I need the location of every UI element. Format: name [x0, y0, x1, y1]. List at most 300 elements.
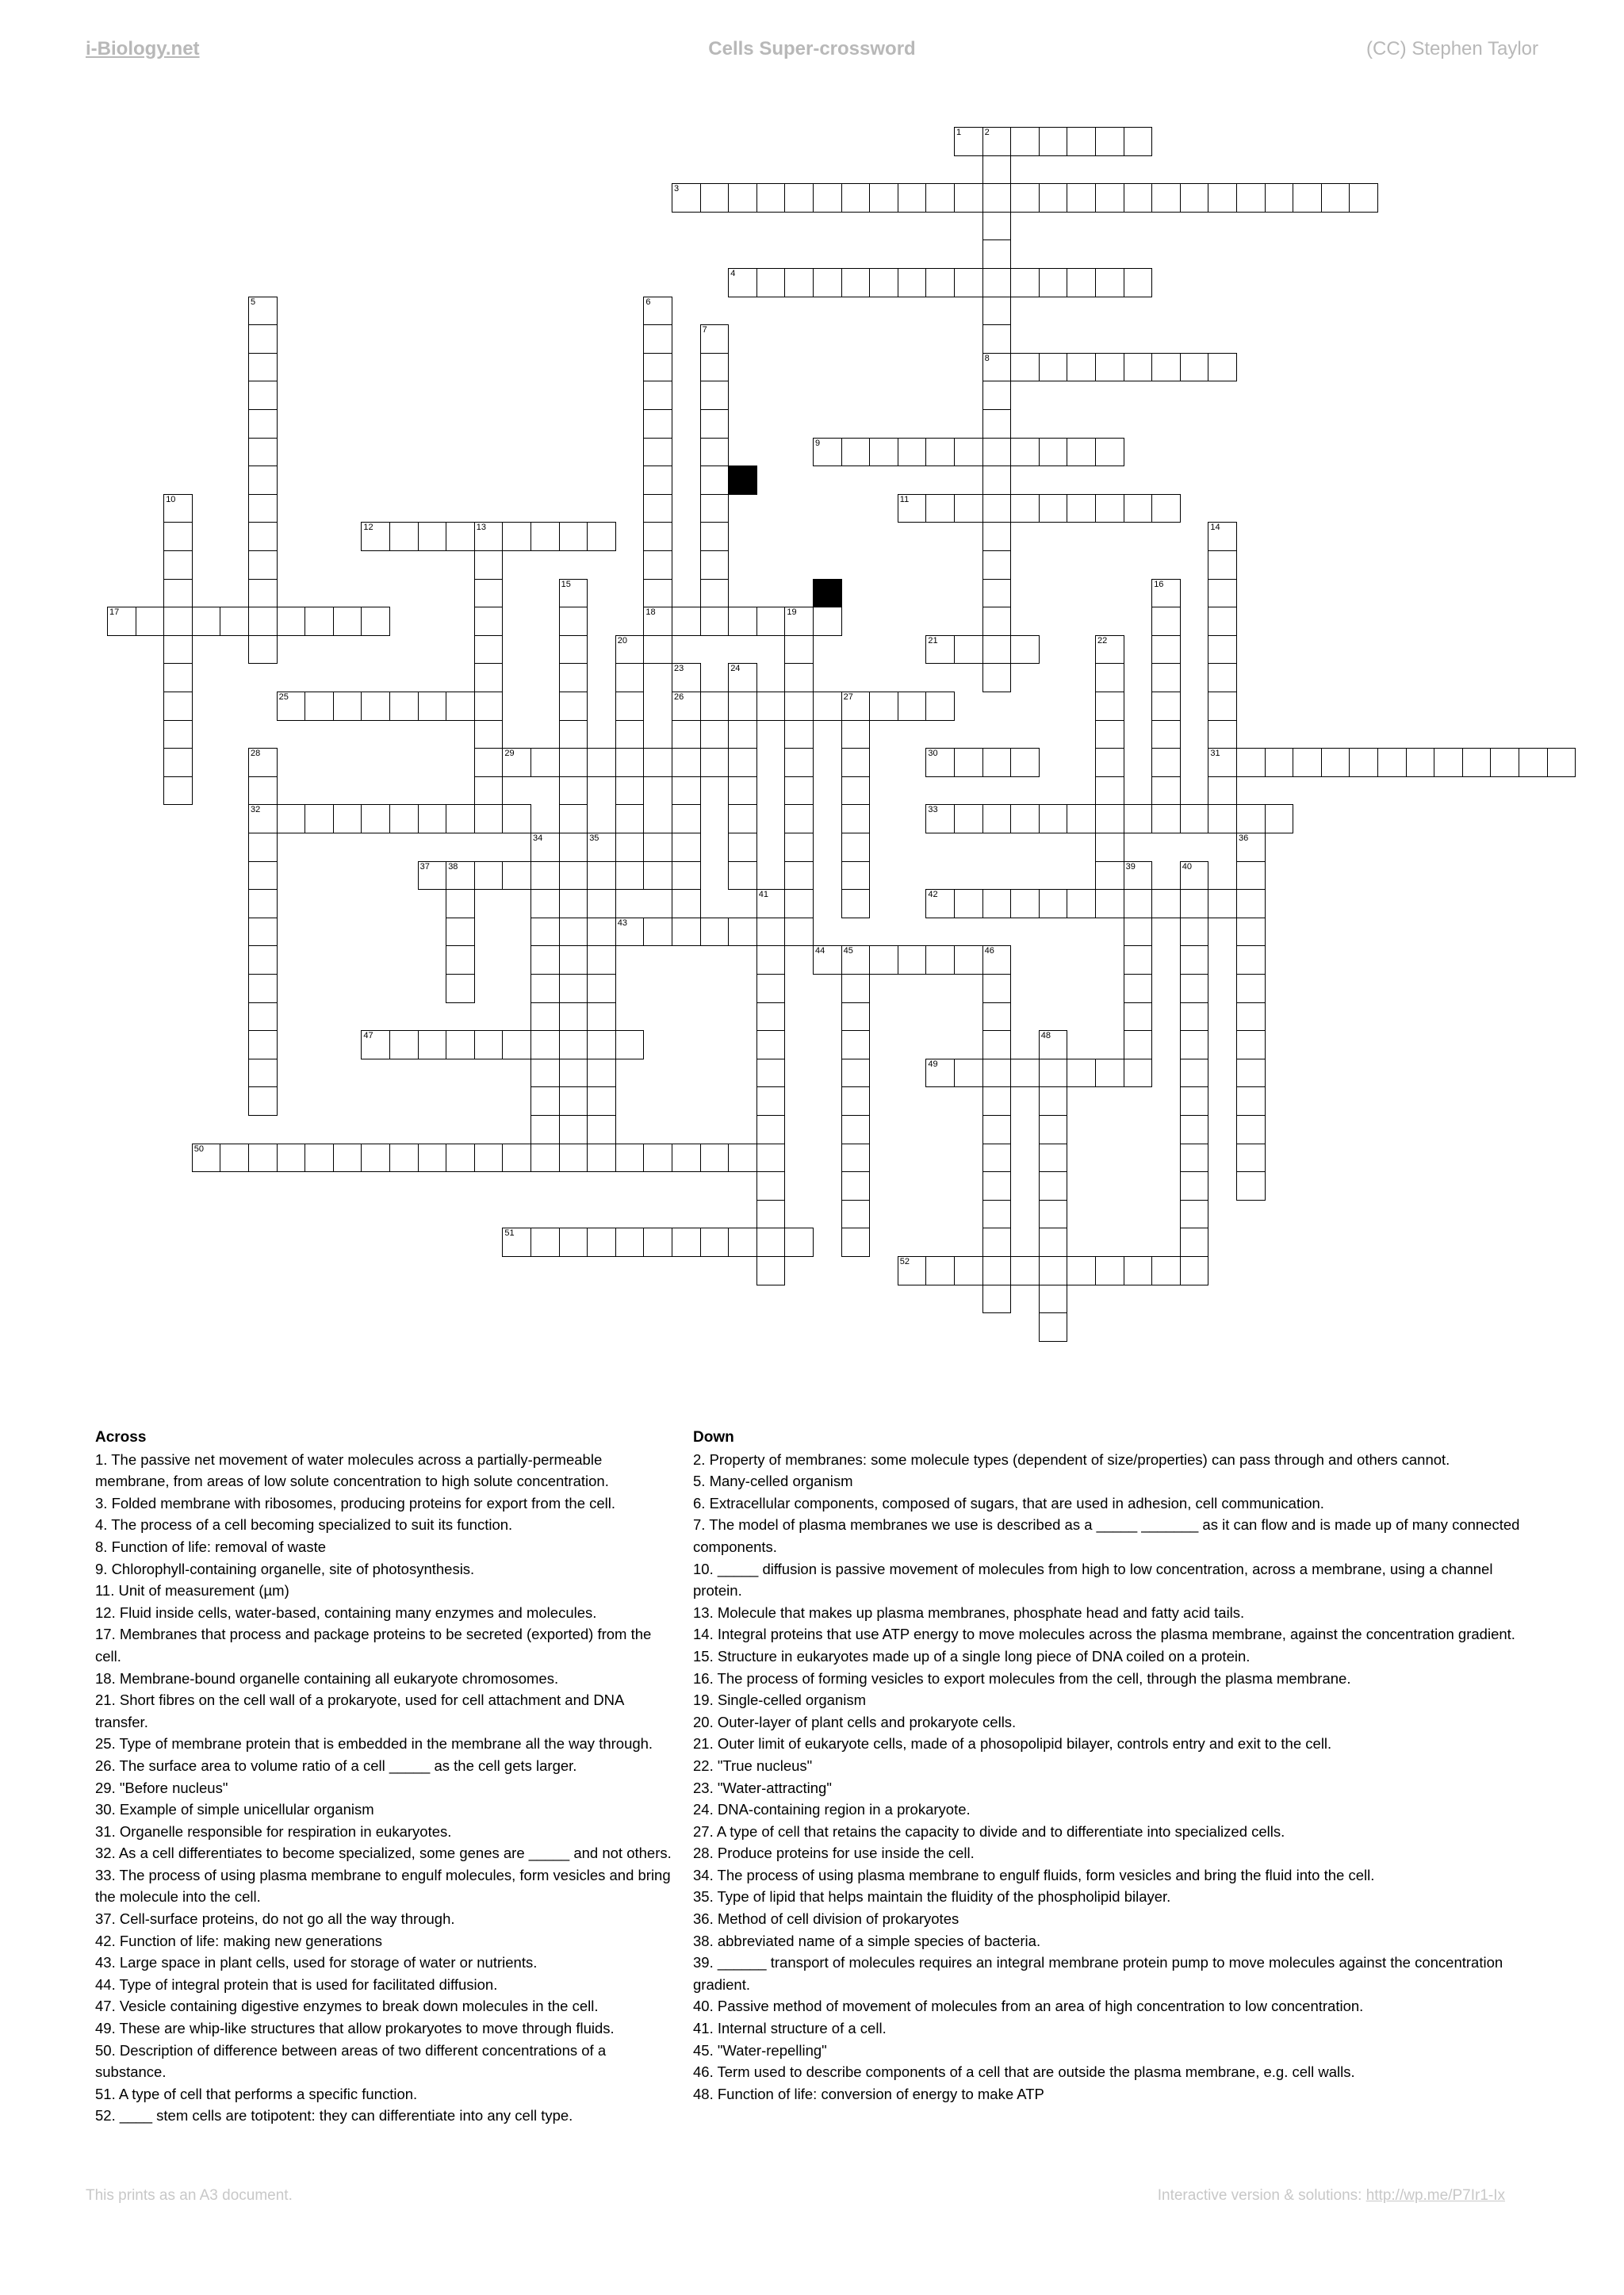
grid-cell[interactable]	[1039, 1030, 1068, 1059]
grid-cell[interactable]	[1124, 268, 1153, 297]
grid-cell[interactable]	[530, 974, 560, 1003]
grid-cell[interactable]	[672, 663, 701, 692]
grid-cell[interactable]	[982, 663, 1012, 692]
grid-cell[interactable]	[418, 804, 447, 833]
grid-cell[interactable]	[530, 1086, 560, 1116]
grid-cell[interactable]	[587, 1144, 616, 1173]
grid-cell[interactable]	[982, 550, 1012, 580]
grid-cell[interactable]	[672, 1144, 701, 1173]
grid-cell[interactable]	[982, 1228, 1012, 1257]
grid-cell[interactable]	[1180, 1228, 1209, 1257]
grid-cell[interactable]	[672, 804, 701, 833]
grid-cell[interactable]	[446, 974, 475, 1003]
grid-cell[interactable]	[841, 945, 871, 975]
grid-cell[interactable]	[700, 381, 730, 410]
grid-cell[interactable]	[784, 918, 814, 947]
grid-cell[interactable]	[643, 635, 672, 665]
grid-cell[interactable]	[700, 353, 730, 382]
grid-cell[interactable]	[587, 1002, 616, 1032]
grid-cell[interactable]	[163, 550, 193, 580]
grid-cell[interactable]	[1039, 1059, 1068, 1088]
grid-cell[interactable]	[1180, 1059, 1209, 1088]
grid-cell[interactable]	[474, 692, 504, 721]
grid-cell[interactable]	[1208, 748, 1237, 777]
grid-cell[interactable]	[756, 1144, 786, 1173]
grid-cell[interactable]	[474, 607, 504, 636]
grid-cell[interactable]	[841, 1030, 871, 1059]
grid-cell[interactable]	[1095, 776, 1124, 806]
grid-cell[interactable]	[587, 1030, 616, 1059]
grid-cell[interactable]	[1151, 579, 1181, 608]
grid-cell[interactable]	[248, 635, 278, 665]
grid-cell[interactable]	[1124, 1256, 1153, 1285]
grid-cell[interactable]	[474, 804, 504, 833]
grid-cell[interactable]	[1095, 183, 1124, 213]
grid-cell[interactable]	[474, 635, 504, 665]
grid-cell[interactable]	[1236, 1059, 1266, 1088]
grid-cell[interactable]	[474, 579, 504, 608]
grid-cell[interactable]	[1067, 183, 1096, 213]
grid-cell[interactable]	[841, 1171, 871, 1201]
grid-cell[interactable]	[841, 268, 871, 297]
grid-cell[interactable]	[643, 297, 672, 326]
grid-cell[interactable]	[559, 1030, 588, 1059]
grid-cell[interactable]	[559, 1059, 588, 1088]
grid-cell[interactable]	[587, 833, 616, 862]
grid-cell[interactable]	[784, 804, 814, 833]
grid-cell[interactable]	[559, 1144, 588, 1173]
grid-cell[interactable]	[1039, 804, 1068, 833]
grid-cell[interactable]	[672, 776, 701, 806]
grid-cell[interactable]	[277, 804, 306, 833]
grid-cell[interactable]	[1180, 1144, 1209, 1173]
grid-cell[interactable]	[841, 1059, 871, 1088]
grid-cell[interactable]	[1151, 494, 1181, 523]
grid-cell[interactable]	[1124, 945, 1153, 975]
grid-cell[interactable]	[925, 889, 955, 918]
grid-cell[interactable]	[1180, 945, 1209, 975]
grid-cell[interactable]	[982, 438, 1012, 467]
grid-cell[interactable]	[248, 409, 278, 439]
grid-cell[interactable]	[248, 1002, 278, 1032]
grid-cell[interactable]	[1434, 748, 1463, 777]
grid-cell[interactable]	[615, 748, 645, 777]
grid-cell[interactable]	[1095, 748, 1124, 777]
grid-cell[interactable]	[643, 1228, 672, 1257]
grid-cell[interactable]	[756, 268, 786, 297]
grid-cell[interactable]	[643, 409, 672, 439]
grid-cell[interactable]	[587, 889, 616, 918]
grid-cell[interactable]	[361, 1030, 390, 1059]
grid-cell[interactable]	[813, 607, 842, 636]
grid-cell[interactable]	[1010, 353, 1040, 382]
solutions-link[interactable]: http://wp.me/P7Ir1-Ix	[1365, 2187, 1505, 2204]
grid-cell[interactable]	[248, 494, 278, 523]
grid-cell[interactable]	[700, 324, 730, 354]
grid-cell[interactable]	[728, 776, 757, 806]
grid-cell[interactable]	[841, 889, 871, 918]
grid-cell[interactable]	[728, 804, 757, 833]
grid-cell[interactable]	[756, 1030, 786, 1059]
grid-cell[interactable]	[248, 1144, 278, 1173]
grid-cell[interactable]	[672, 748, 701, 777]
grid-cell[interactable]	[1208, 663, 1237, 692]
grid-cell[interactable]	[728, 861, 757, 891]
grid-cell[interactable]	[982, 127, 1012, 156]
grid-cell[interactable]	[615, 776, 645, 806]
grid-cell[interactable]	[898, 183, 927, 213]
grid-cell[interactable]	[1039, 1115, 1068, 1144]
grid-cell[interactable]	[1406, 748, 1435, 777]
grid-cell[interactable]	[1236, 1115, 1266, 1144]
grid-cell[interactable]	[869, 438, 898, 467]
grid-cell[interactable]	[587, 1228, 616, 1257]
grid-cell[interactable]	[925, 1256, 955, 1285]
grid-cell[interactable]	[643, 438, 672, 467]
grid-cell[interactable]	[643, 861, 672, 891]
grid-cell[interactable]	[502, 861, 531, 891]
grid-cell[interactable]	[530, 1059, 560, 1088]
grid-cell[interactable]	[700, 748, 730, 777]
grid-cell[interactable]	[841, 804, 871, 833]
grid-cell[interactable]	[756, 1171, 786, 1201]
grid-cell[interactable]	[304, 607, 334, 636]
grid-cell[interactable]	[615, 635, 645, 665]
grid-cell[interactable]	[418, 522, 447, 551]
grid-cell[interactable]	[982, 494, 1012, 523]
grid-cell[interactable]	[728, 833, 757, 862]
grid-cell[interactable]	[559, 579, 588, 608]
grid-cell[interactable]	[474, 1144, 504, 1173]
grid-cell[interactable]	[1208, 635, 1237, 665]
grid-cell[interactable]	[163, 607, 193, 636]
grid-cell[interactable]	[587, 748, 616, 777]
grid-cell[interactable]	[1208, 692, 1237, 721]
grid-cell[interactable]	[898, 1256, 927, 1285]
grid-cell[interactable]	[813, 692, 842, 721]
grid-cell[interactable]	[502, 1228, 531, 1257]
grid-cell[interactable]	[1095, 1059, 1124, 1088]
grid-cell[interactable]	[643, 324, 672, 354]
grid-cell[interactable]	[1124, 918, 1153, 947]
grid-cell[interactable]	[1151, 720, 1181, 749]
grid-cell[interactable]	[1236, 1144, 1266, 1173]
grid-cell[interactable]	[248, 438, 278, 467]
grid-cell[interactable]	[869, 692, 898, 721]
grid-cell[interactable]	[672, 918, 701, 947]
grid-cell[interactable]	[1095, 127, 1124, 156]
grid-cell[interactable]	[587, 918, 616, 947]
grid-cell[interactable]	[559, 607, 588, 636]
grid-cell[interactable]	[954, 889, 983, 918]
grid-cell[interactable]	[784, 607, 814, 636]
grid-cell[interactable]	[982, 1086, 1012, 1116]
grid-cell[interactable]	[756, 183, 786, 213]
grid-cell[interactable]	[1208, 607, 1237, 636]
grid-cell[interactable]	[1180, 1115, 1209, 1144]
grid-cell[interactable]	[1236, 945, 1266, 975]
grid-cell[interactable]	[587, 522, 616, 551]
grid-cell[interactable]	[559, 663, 588, 692]
grid-cell[interactable]	[841, 861, 871, 891]
grid-cell[interactable]	[1124, 183, 1153, 213]
grid-cell[interactable]	[1095, 889, 1124, 918]
grid-cell[interactable]	[700, 522, 730, 551]
grid-cell[interactable]	[615, 1228, 645, 1257]
grid-cell[interactable]	[925, 438, 955, 467]
grid-cell[interactable]	[1124, 974, 1153, 1003]
grid-cell[interactable]	[954, 494, 983, 523]
grid-cell[interactable]	[925, 692, 955, 721]
grid-cell[interactable]	[474, 550, 504, 580]
grid-cell[interactable]	[530, 1002, 560, 1032]
grid-cell[interactable]	[1293, 748, 1322, 777]
grid-cell[interactable]	[982, 1002, 1012, 1032]
grid-cell[interactable]	[1039, 268, 1068, 297]
grid-cell[interactable]	[248, 381, 278, 410]
grid-cell[interactable]	[474, 720, 504, 749]
grid-cell[interactable]	[841, 776, 871, 806]
grid-cell[interactable]	[841, 692, 871, 721]
grid-cell[interactable]	[1208, 353, 1237, 382]
grid-cell[interactable]	[784, 183, 814, 213]
grid-cell[interactable]	[248, 945, 278, 975]
grid-cell[interactable]	[1039, 1312, 1068, 1342]
grid-cell[interactable]	[1039, 889, 1068, 918]
grid-cell[interactable]	[502, 522, 531, 551]
grid-cell[interactable]	[925, 1059, 955, 1088]
grid-cell[interactable]	[813, 945, 842, 975]
grid-cell[interactable]	[643, 353, 672, 382]
grid-cell[interactable]	[1151, 776, 1181, 806]
grid-cell[interactable]	[643, 494, 672, 523]
grid-cell[interactable]	[672, 692, 701, 721]
grid-cell[interactable]	[1321, 183, 1350, 213]
grid-cell[interactable]	[304, 804, 334, 833]
grid-cell[interactable]	[248, 1030, 278, 1059]
grid-cell[interactable]	[615, 720, 645, 749]
grid-cell[interactable]	[1208, 804, 1237, 833]
grid-cell[interactable]	[643, 607, 672, 636]
grid-cell[interactable]	[530, 748, 560, 777]
grid-cell[interactable]	[615, 861, 645, 891]
grid-cell[interactable]	[446, 804, 475, 833]
grid-cell[interactable]	[841, 1002, 871, 1032]
grid-cell[interactable]	[954, 268, 983, 297]
grid-cell[interactable]	[1067, 127, 1096, 156]
grid-cell[interactable]	[869, 183, 898, 213]
grid-cell[interactable]	[982, 212, 1012, 241]
grid-cell[interactable]	[813, 268, 842, 297]
grid-cell[interactable]	[841, 748, 871, 777]
grid-cell[interactable]	[1151, 663, 1181, 692]
grid-cell[interactable]	[672, 1228, 701, 1257]
grid-cell[interactable]	[982, 1171, 1012, 1201]
grid-cell[interactable]	[1180, 1200, 1209, 1229]
grid-cell[interactable]	[1151, 635, 1181, 665]
grid-cell[interactable]	[1151, 889, 1181, 918]
grid-cell[interactable]	[643, 1144, 672, 1173]
grid-cell[interactable]	[248, 353, 278, 382]
grid-cell[interactable]	[784, 833, 814, 862]
grid-cell[interactable]	[700, 1228, 730, 1257]
grid-cell[interactable]	[248, 579, 278, 608]
grid-cell[interactable]	[784, 720, 814, 749]
grid-cell[interactable]	[1067, 1059, 1096, 1088]
grid-cell[interactable]	[1039, 438, 1068, 467]
grid-cell[interactable]	[1067, 889, 1096, 918]
grid-cell[interactable]	[587, 1115, 616, 1144]
grid-cell[interactable]	[898, 494, 927, 523]
grid-cell[interactable]	[1208, 550, 1237, 580]
grid-cell[interactable]	[559, 804, 588, 833]
grid-cell[interactable]	[163, 494, 193, 523]
grid-cell[interactable]	[474, 861, 504, 891]
grid-cell[interactable]	[474, 776, 504, 806]
grid-cell[interactable]	[615, 692, 645, 721]
grid-cell[interactable]	[954, 945, 983, 975]
grid-cell[interactable]	[841, 1200, 871, 1229]
grid-cell[interactable]	[925, 268, 955, 297]
grid-cell[interactable]	[418, 861, 447, 891]
grid-cell[interactable]	[1039, 353, 1068, 382]
grid-cell[interactable]	[1039, 1171, 1068, 1201]
grid-cell[interactable]	[248, 918, 278, 947]
grid-cell[interactable]	[361, 692, 390, 721]
grid-cell[interactable]	[1236, 1030, 1266, 1059]
grid-cell[interactable]	[756, 1200, 786, 1229]
grid-cell[interactable]	[248, 861, 278, 891]
grid-cell[interactable]	[107, 607, 136, 636]
grid-cell[interactable]	[1124, 889, 1153, 918]
grid-cell[interactable]	[728, 183, 757, 213]
grid-cell[interactable]	[1124, 353, 1153, 382]
grid-cell[interactable]	[615, 1144, 645, 1173]
grid-cell[interactable]	[474, 1030, 504, 1059]
grid-cell[interactable]	[700, 607, 730, 636]
grid-cell[interactable]	[982, 748, 1012, 777]
grid-cell[interactable]	[530, 861, 560, 891]
grid-cell[interactable]	[728, 720, 757, 749]
grid-cell[interactable]	[248, 466, 278, 495]
grid-cell[interactable]	[982, 1256, 1012, 1285]
grid-cell[interactable]	[248, 1059, 278, 1088]
grid-cell[interactable]	[559, 918, 588, 947]
grid-cell[interactable]	[1151, 183, 1181, 213]
grid-cell[interactable]	[841, 1115, 871, 1144]
grid-cell[interactable]	[982, 522, 1012, 551]
grid-cell[interactable]	[1010, 183, 1040, 213]
grid-cell[interactable]	[784, 692, 814, 721]
grid-cell[interactable]	[163, 776, 193, 806]
grid-cell[interactable]	[982, 297, 1012, 326]
grid-cell[interactable]	[446, 861, 475, 891]
grid-cell[interactable]	[841, 1086, 871, 1116]
grid-cell[interactable]	[869, 945, 898, 975]
grid-cell[interactable]	[1039, 127, 1068, 156]
grid-cell[interactable]	[1208, 183, 1237, 213]
grid-cell[interactable]	[756, 974, 786, 1003]
grid-cell[interactable]	[756, 1086, 786, 1116]
grid-cell[interactable]	[1151, 692, 1181, 721]
grid-cell[interactable]	[248, 324, 278, 354]
grid-cell[interactable]	[333, 692, 362, 721]
grid-cell[interactable]	[784, 1228, 814, 1257]
grid-cell[interactable]	[756, 1115, 786, 1144]
grid-cell[interactable]	[1208, 889, 1237, 918]
grid-cell[interactable]	[1010, 1256, 1040, 1285]
grid-cell[interactable]	[220, 1144, 249, 1173]
grid-cell[interactable]	[1180, 353, 1209, 382]
grid-cell[interactable]	[982, 324, 1012, 354]
grid-cell[interactable]	[756, 945, 786, 975]
grid-cell[interactable]	[163, 522, 193, 551]
grid-cell[interactable]	[1236, 833, 1266, 862]
grid-cell[interactable]	[728, 1228, 757, 1257]
grid-cell[interactable]	[1180, 974, 1209, 1003]
grid-cell[interactable]	[982, 804, 1012, 833]
grid-cell[interactable]	[643, 748, 672, 777]
grid-cell[interactable]	[756, 918, 786, 947]
grid-cell[interactable]	[982, 155, 1012, 185]
grid-cell[interactable]	[1180, 1171, 1209, 1201]
grid-cell[interactable]	[700, 466, 730, 495]
grid-cell[interactable]	[700, 183, 730, 213]
grid-cell[interactable]	[389, 804, 419, 833]
grid-cell[interactable]	[954, 183, 983, 213]
grid-cell[interactable]	[898, 692, 927, 721]
grid-cell[interactable]	[982, 974, 1012, 1003]
grid-cell[interactable]	[925, 494, 955, 523]
grid-cell[interactable]	[841, 1144, 871, 1173]
grid-cell[interactable]	[1236, 1086, 1266, 1116]
grid-cell[interactable]	[333, 607, 362, 636]
grid-cell[interactable]	[756, 692, 786, 721]
grid-cell[interactable]	[446, 1030, 475, 1059]
grid-cell[interactable]	[982, 239, 1012, 269]
grid-cell[interactable]	[277, 1144, 306, 1173]
grid-cell[interactable]	[1236, 861, 1266, 891]
grid-cell[interactable]	[530, 889, 560, 918]
grid-cell[interactable]	[192, 1144, 221, 1173]
grid-cell[interactable]	[248, 974, 278, 1003]
grid-cell[interactable]	[1095, 1256, 1124, 1285]
site-link[interactable]: i-Biology.net	[86, 38, 200, 59]
grid-cell[interactable]	[700, 918, 730, 947]
grid-cell[interactable]	[1180, 1256, 1209, 1285]
grid-cell[interactable]	[1039, 1144, 1068, 1173]
grid-cell[interactable]	[643, 466, 672, 495]
grid-cell[interactable]	[304, 1144, 334, 1173]
grid-cell[interactable]	[756, 1256, 786, 1285]
grid-cell[interactable]	[1462, 748, 1492, 777]
grid-cell[interactable]	[530, 1144, 560, 1173]
grid-cell[interactable]	[559, 889, 588, 918]
grid-cell[interactable]	[1095, 833, 1124, 862]
grid-cell[interactable]	[587, 945, 616, 975]
grid-cell[interactable]	[672, 833, 701, 862]
grid-cell[interactable]	[672, 183, 701, 213]
grid-cell[interactable]	[672, 720, 701, 749]
grid-cell[interactable]	[643, 918, 672, 947]
grid-cell[interactable]	[530, 1030, 560, 1059]
grid-cell[interactable]	[418, 1030, 447, 1059]
grid-cell[interactable]	[982, 1144, 1012, 1173]
grid-cell[interactable]	[1236, 804, 1266, 833]
grid-cell[interactable]	[559, 1002, 588, 1032]
grid-cell[interactable]	[982, 353, 1012, 382]
grid-cell[interactable]	[841, 720, 871, 749]
